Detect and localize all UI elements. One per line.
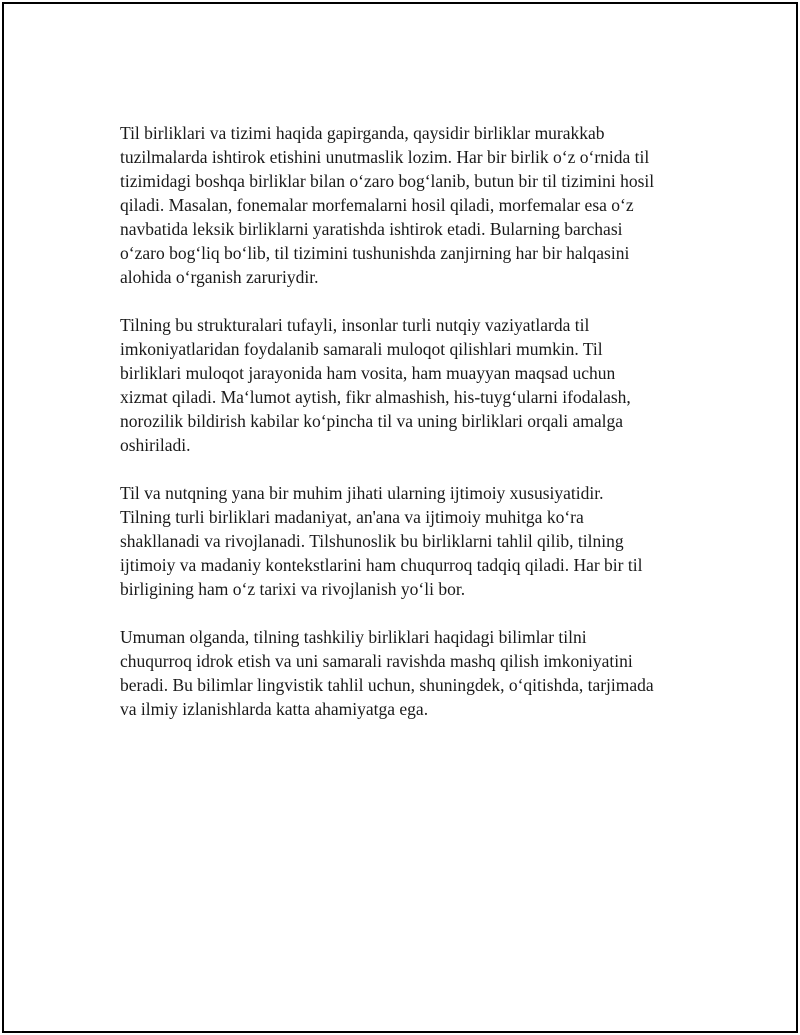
text-line: Tilning bu strukturalari tufayli, insonlar turli nutqiy vaziyatlarda til [120,315,590,335]
text-line: Til birliklari va tizimi haqida gapirganda, qaysidir birliklar murakkab [120,123,605,143]
text-line: tizimidagi boshqa birliklar bilan o‘zaro bog‘lanib, butun bir til tizimini hosil [120,171,655,191]
paragraph-1 [120,121,700,289]
text-line: birligining ham o‘z tarixi va rivojlanish yo‘li bor. [120,579,466,599]
paragraph-3 [120,481,700,601]
paragraph-2 [120,313,700,457]
paragraph-4 [120,625,700,721]
text-line: navbatida leksik birliklarni yaratishda ishtirok etadi. Bularning barchasi [120,219,623,239]
text-line: o‘zaro bog‘liq bo‘lib, til tizimini tushunishda zanjirning har bir halqasini [120,243,630,263]
text-line: oshiriladi. [120,435,191,455]
text-line: birliklari muloqot jarayonida ham vosita, ham muayyan maqsad uchun [120,363,616,383]
text-line: shakllanadi va rivojlanadi. Tilshunoslik bu birliklarni tahlil qilib, tilning [120,531,624,551]
text-line: imkoniyatlaridan foydalanib samarali muloqot qilishlari mumkin. Til [120,339,603,359]
text-line: tuzilmalarda ishtirok etishini unutmaslik lozim. Har bir birlik o‘z o‘rnida til [120,147,650,167]
text-line: va ilmiy izlanishlarda katta ahamiyatga ega. [120,699,429,719]
text-line: qiladi. Masalan, fonemalar morfemalarni hosil qiladi, morfemalar esa o‘z [120,195,634,215]
text-line: alohida o‘rganish zaruriydir. [120,267,319,287]
text-line: chuqurroq idrok etish va uni samarali ravishda mashq qilish imkoniyatini [120,651,633,671]
text-line: norozilik bildirish kabilar ko‘pincha til va uning birliklari orqali amalga [120,411,623,431]
text-line: beradi. Bu bilimlar lingvistik tahlil uchun, shuningdek, o‘qitishda, tarjimada [120,675,654,695]
text-line: Tilning turli birliklari madaniyat, an'ana va ijtimoiy muhitga ko‘ra [120,507,584,527]
text-line: ijtimoiy va madaniy kontekstlarini ham chuqurroq tadqiq qiladi. Har bir til [120,555,643,575]
document-body [120,121,700,745]
document-page [2,2,798,1033]
text-line: Til va nutqning yana bir muhim jihati ularning ijtimoiy xususiyatidir. [120,483,604,503]
text-line: xizmat qiladi. Ma‘lumot aytish, fikr almashish, his-tuyg‘ularni ifodalash, [120,387,631,407]
text-line: Umuman olganda, tilning tashkiliy birliklari haqidagi bilimlar tilni [120,627,587,647]
